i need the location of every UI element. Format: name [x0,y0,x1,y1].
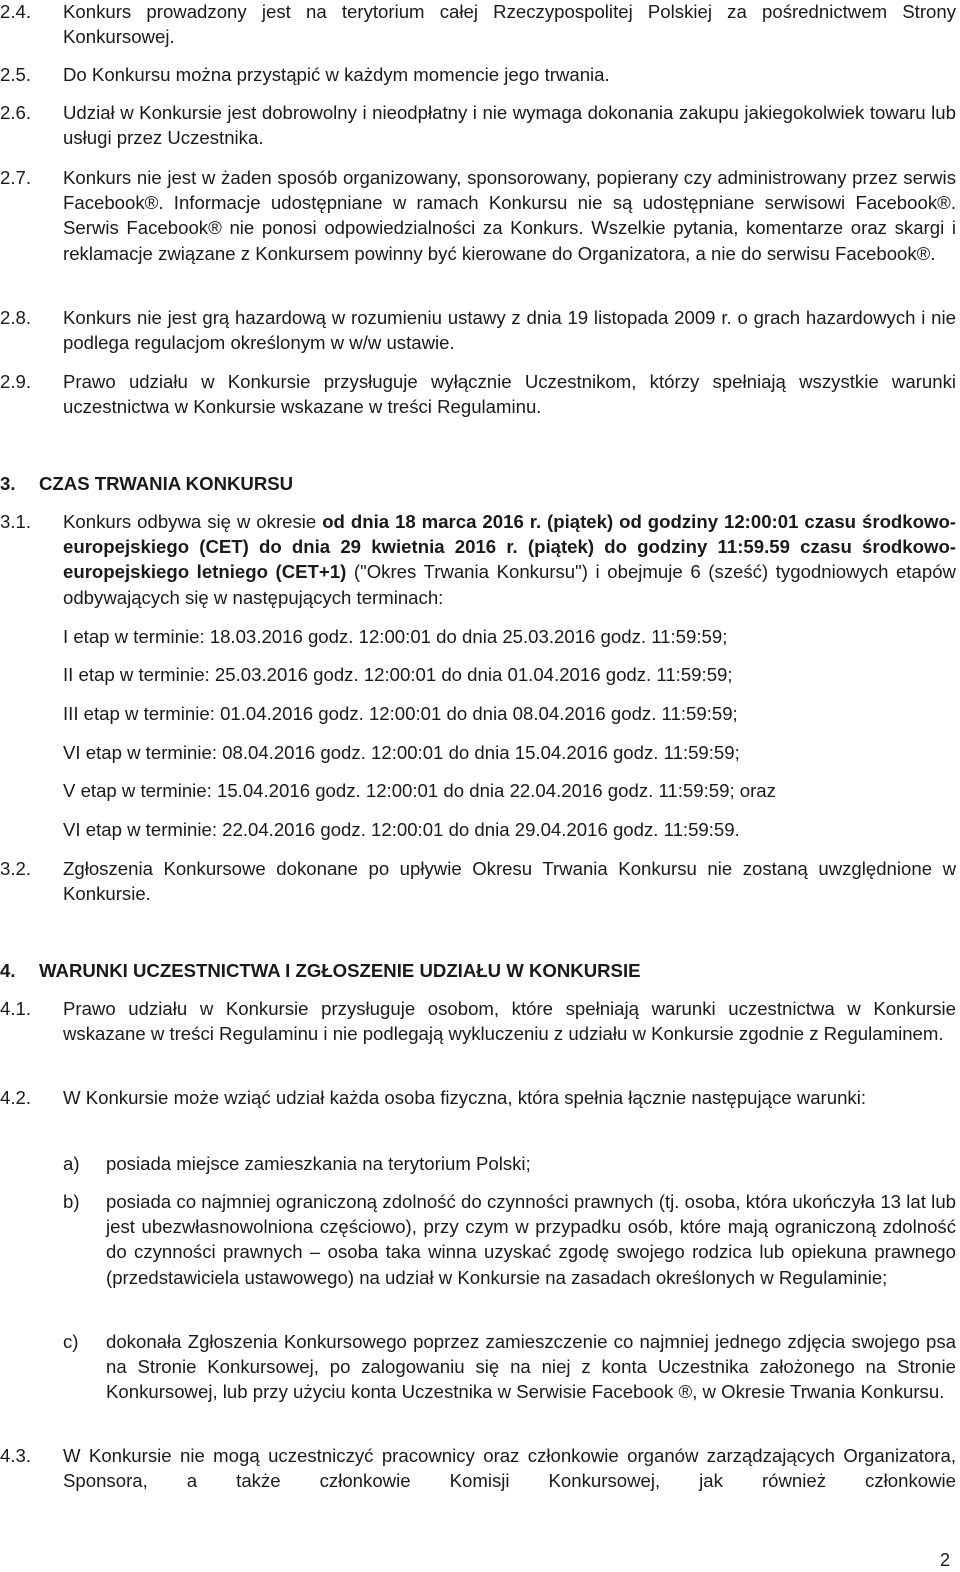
clause-4-1 [0,996,956,1046]
clause-number: 4.2. [0,1087,32,1108]
clause-number: 3.1. [0,511,32,532]
clause-text-part: ("Okres Trwania Konkursu") i obejmuje 6 (sześć) tygodniowych etapów odbywających się w następujących terminach: [63,561,956,608]
clause-text: Zgłoszenia Konkursowe dokonane po upływie Okresu Trwania Konkursu nie zostaną uwzględnione w Konkursie. [63,858,956,905]
stage-line: II etap w terminie: 25.03.2016 godz. 12:00:01 do dnia 01.04.2016 godz. 11:59:59; [63,664,733,685]
clause-2-9 [0,369,956,419]
clause-2-4 [0,0,956,49]
clause-4-2 [0,1085,956,1110]
clause-text: Udział w Konkursie jest dobrowolny i nieodpłatny i nie wymaga dokonania zakupu jakiegokolwiek towaru lub usługi przez Uczestnika. [63,102,956,149]
page-number: 2 [940,1550,951,1570]
clause-2-6 [0,100,956,150]
clause-4-3 [0,1443,956,1493]
section-number: 4. [0,960,16,981]
clause-number: 2.6. [0,102,32,123]
clause-text: Konkurs nie jest grą hazardową w rozumieniu ustawy z dnia 19 listopada 2009 r. o grach hazardowych i nie podlega regulacjom określonym w w/w ustawie. [63,307,956,354]
clause-bold-period: od dnia 18 marca 2016 r. (piątek) od godziny 12:00:01 czasu środkowo-europejskiego (CET) do dnia 29 kwietnia 2016 r. (piątek) do godziny 11:59.59 czasu środkowo-europejskiego letniego (CET+1) [63,511,956,583]
clause-2-7 [0,165,956,266]
clause-3-1 [0,509,956,610]
section-4-heading [0,958,641,983]
clause-number: 2.7. [0,167,32,188]
clause-number: 2.9. [0,371,32,392]
clause-text: Do Konkursu można przystąpić w każdym momencie jego trwania. [63,64,610,85]
clause-number: 4.1. [0,998,32,1019]
stage-line: VI etap w terminie: 22.04.2016 godz. 12:00:01 do dnia 29.04.2016 godz. 11:59:59. [63,819,740,840]
section-title: CZAS TRWANIA KONKURSU [39,473,294,494]
stage-line: III etap w terminie: 01.04.2016 godz. 12:00:01 do dnia 08.04.2016 godz. 11:59:59; [63,703,738,724]
clause-text: Konkurs prowadzony jest na terytorium całej Rzeczypospolitej Polskiej za pośrednictwem Strony Konkursowej. [63,1,956,48]
clause-text: Prawo udziału w Konkursie przysługuje osobom, które spełniają warunki uczestnictwa w Konkursie wskazane w treści Regulaminu i nie podlegają wykluczeniu z udziału w Konkursie zgodnie z Regulaminem. [63,998,956,1045]
clause-number: 2.8. [0,307,32,328]
clause-text: Konkurs nie jest w żaden sposób organizowany, sponsorowany, popierany czy administrowany przez serwis Facebook®. Informacje udostępniane w ramach Konkursu nie są udostępniane serwisowi Facebook®. Serwis Facebook® nie ponosi odpowiedzialności za Konkurs. Wszelkie pytania, komentarze oraz skargi i reklamacje związane z Konkursem powinny być kierowane do Organizatora, a nie do serwisu Facebook®. [63,167,956,264]
condition-text: posiada miejsce zamieszkania na terytorium Polski; [106,1153,531,1174]
clause-number: 2.4. [0,1,32,22]
condition-c [63,1329,956,1405]
clause-text-part: Konkurs odbywa się w okresie [63,511,323,532]
clause-3-2 [0,856,956,906]
clause-number: 3.2. [0,858,32,879]
section-title: WARUNKI UCZESTNICTWA I ZGŁOSZENIE UDZIAŁU W KONKURSIE [39,960,641,981]
stage-line: V etap w terminie: 15.04.2016 godz. 12:00:01 do dnia 22.04.2016 godz. 11:59:59; oraz [63,780,776,801]
section-3-heading [0,471,293,496]
clause-text: W Konkursie może wziąć udział każda osoba fizyczna, która spełnia łącznie następujące warunki: [63,1087,867,1108]
clause-number: 4.3. [0,1445,32,1466]
condition-text: posiada co najmniej ograniczoną zdolność do czynności prawnych (tj. osoba, która ukończyła 13 lat lub jest ubezwłasnowolniona częściowo), przy czym w przypadku osób, które mają ograniczoną zdolność do czynności prawnych – osoba taka winna uzyskać zgodę swojego rodzica lub opiekuna prawnego (przedstawiciela ustawowego) na udział w Konkursie na zasadach określonych w Regulaminie; [106,1191,956,1288]
stage-line: I etap w terminie: 18.03.2016 godz. 12:00:01 do dnia 25.03.2016 godz. 11:59:59; [63,626,728,647]
clause-2-8 [0,305,956,355]
condition-letter: c) [63,1331,79,1352]
condition-letter: a) [63,1153,80,1174]
clause-text: W Konkursie nie mogą uczestniczyć pracownicy oraz członkowie organów zarządzających Organizatora, Sponsora, a także członkowie Komisji Konkursowej, jak również członkowie [63,1445,956,1492]
clause-text: Prawo udziału w Konkursie przysługuje wyłącznie Uczestnikom, którzy spełniają wszystkie warunki uczestnictwa w Konkursie wskazane w treści Regulaminu. [63,371,956,418]
clause-text [63,509,956,610]
condition-text: dokonała Zgłoszenia Konkursowego poprzez zamieszczenie co najmniej jednego zdjęcia swojego psa na Stronie Konkursowej, po zalogowaniu się na niej z konta Uczestnika założonego na Stronie Konkursowej, lub przy użyciu konta Uczestnika w Serwisie Facebook ®, w Okresie Trwania Konkursu. [106,1331,956,1403]
clause-2-5 [0,62,956,87]
condition-letter: b) [63,1191,80,1212]
clause-number: 2.5. [0,64,32,85]
condition-b [63,1189,956,1290]
stage-line: VI etap w terminie: 08.04.2016 godz. 12:00:01 do dnia 15.04.2016 godz. 11:59:59; [63,742,740,763]
section-number: 3. [0,473,16,494]
condition-a [63,1151,956,1176]
